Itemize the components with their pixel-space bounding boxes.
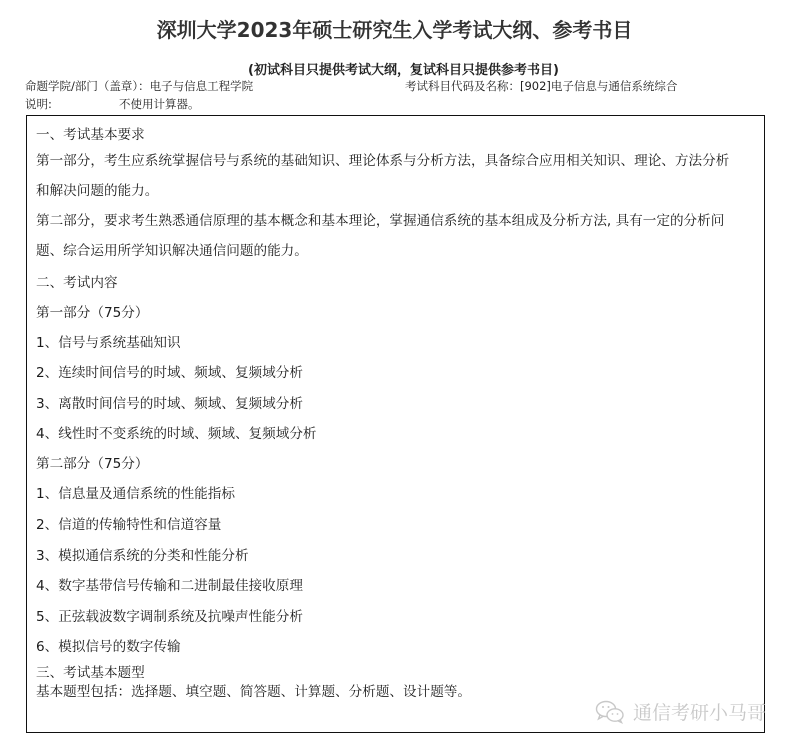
list-item: 4、线性时不变系统的时域、频域、复频域分析 <box>36 426 317 442</box>
section-heading-content: 二、考试内容 <box>36 275 118 291</box>
department-label: 命题学院/部门（盖章）： <box>25 79 150 93</box>
paragraph-part1-line2: 和解决问题的能力。 <box>36 183 159 199</box>
department-value: 电子与信息工程学院 <box>149 79 254 93</box>
list-item: 2、信道的传输特性和信道容量 <box>36 517 222 533</box>
list-item: 1、信号与系统基础知识 <box>36 335 181 351</box>
list-item: 3、模拟通信系统的分类和性能分析 <box>36 548 249 564</box>
part2-heading: 第二部分（75分） <box>36 456 149 472</box>
watermark <box>595 698 766 725</box>
list-item: 6、模拟信号的数字传输 <box>36 639 181 655</box>
paragraph-part2-line1: 第二部分，要求考生熟悉通信原理的基本概念和基本理论，掌握通信系统的基本组成及分析方法, 具有一定的分析问 <box>36 213 725 229</box>
list-item: 5、正弦载波数字调制系统及抗噪声性能分析 <box>36 609 303 625</box>
note-label: 说明: <box>25 97 52 111</box>
watermark-text: 通信考研小马哥 <box>633 702 767 724</box>
subject-code-label: 考试科目代码及名称： <box>405 79 520 93</box>
document-subtitle: (初试科目只提供考试大纲，复试科目只提供参考书目) <box>248 63 559 78</box>
note-value: 不使用计算器。 <box>119 97 200 111</box>
subject-code-field <box>405 78 677 94</box>
part1-heading: 第一部分（75分） <box>36 305 149 321</box>
list-item: 2、连续时间信号的时域、频域、复频域分析 <box>36 365 303 381</box>
list-item: 3、离散时间信号的时域、频域、复频域分析 <box>36 396 303 412</box>
paragraph-part2-line2: 题、综合运用所学知识解决通信问题的能力。 <box>36 243 308 259</box>
wechat-icon <box>595 700 625 724</box>
department-field <box>25 78 253 94</box>
note-field <box>25 96 200 112</box>
list-item: 4、数字基带信号传输和二进制最佳接收原理 <box>36 578 303 594</box>
list-item: 1、信息量及通信系统的性能指标 <box>36 486 235 502</box>
question-types-text: 基本题型包括：选择题、填空题、简答题、计算题、分析题、设计题等。 <box>36 684 471 700</box>
subject-code-value: [902]电子信息与通信系统综合 <box>520 79 678 93</box>
section-heading-requirements: 一、考试基本要求 <box>36 127 145 143</box>
document-title: 深圳大学2023年硕士研究生入学考试大纲、参考书目 <box>156 18 633 42</box>
paragraph-part1-line1: 第一部分，考生应系统掌握信号与系统的基础知识、理论体系与分析方法，具备综合应用相关知识、理论、方法分析 <box>36 153 730 169</box>
section-heading-question-types: 三、考试基本题型 <box>36 665 145 681</box>
